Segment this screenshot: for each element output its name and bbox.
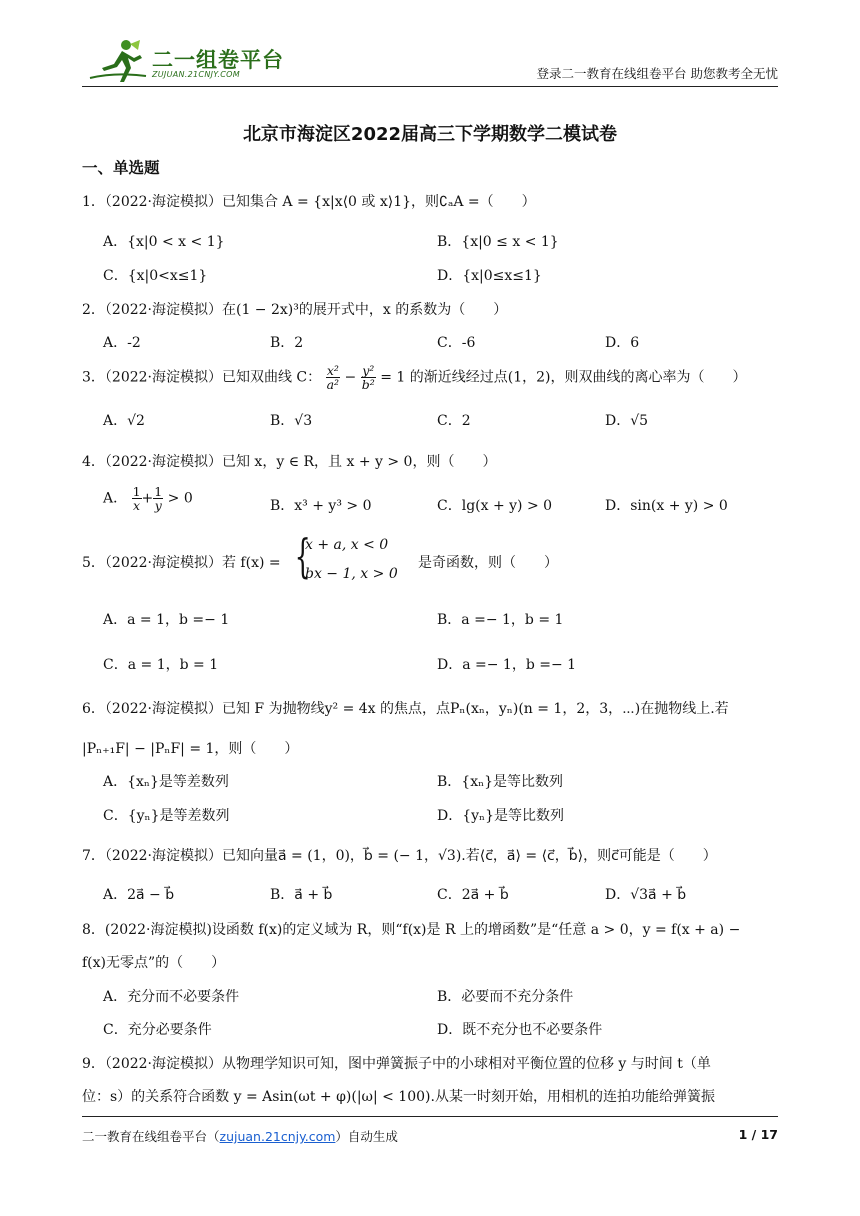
q5-option-b: B．a =− 1，b = 1 [437,612,564,628]
q6-option-c: C．{yₙ}是等差数列 [103,808,230,824]
footer-link[interactable]: zujuan.21cnjy.com [219,1129,336,1144]
question-3: 3．（2022·海淀模拟）已知双曲线 C： $\frac{\text{x²}}{\text{a²}}$ − $\frac{\text{y²}}{\text{b²}}$ = 1 的渐近线经过点(1，2)，则双曲线的离心率为（ ） [82,363,747,393]
question-1: 1．（2022·海淀模拟）已知集合 A = {x|x⟨0 或 x⟩1}，则∁ₐA =（ ） [82,194,536,210]
q8-option-b: B．必要而不充分条件 [437,989,574,1005]
header-slogan: 登录二一教育在线组卷平台 助您教考全无忧 [536,66,778,81]
q1-option-d: D．{x|0≤x≤1} [437,268,542,284]
q3-option-b: B．√3 [270,413,313,429]
q7-option-b: B．a⃗ + b⃗ [270,887,333,903]
q8-option-c: C．充分必要条件 [103,1022,212,1038]
q1-option-a: A．{x|0 < x < 1} [103,234,225,250]
q3-option-c: C．2 [437,413,471,429]
question-6-line-2: |Pₙ₊₁F| − |PₙF| = 1，则（ ） [82,741,299,757]
q5-option-d: D．a =− 1，b =− 1 [437,657,577,673]
q4-option-c: C．lg(x + y) > 0 [437,498,553,514]
q4-fraction-x: $\frac{1}{x}$ [132,484,141,514]
question-9-line-1: 9．（2022·海淀模拟）从物理学知识可知，图中弹簧振子中的小球相对平衡位置的位移 y 与时间 t（单 [82,1056,711,1072]
q3-fraction-y: $\frac{\text{y²}}{\text{b²}}$ [361,363,375,393]
q1-option-b: B．{x|0 ≤ x < 1} [437,234,559,250]
q6-option-b: B．{xₙ}是等比数列 [437,774,564,790]
q6-option-d: D．{yₙ}是等比数列 [437,808,565,824]
q3-fraction-x: $\frac{\text{x²}}{\text{a²}}$ [326,363,340,393]
question-2: 2．（2022·海淀模拟）在(1 − 2x)³的展开式中，x 的系数为（ ） [82,302,508,318]
q2-option-d: D．6 [605,335,640,351]
footer-source: 二一教育在线组卷平台（zujuan.21cnjy.com）自动生成 [82,1129,398,1144]
question-5-post: 是奇函数，则（ ） [418,555,558,571]
logo-subtext: ZUJUAN.21CNJY.COM [152,70,240,79]
q8-option-d: D．既不充分也不必要条件 [437,1022,603,1038]
q2-option-a: A．-2 [103,335,141,351]
q3-text-post: 的渐近线经过点(1，2)，则双曲线的离心率为（ ） [409,369,747,386]
q3-eq: = 1 [380,369,406,386]
page-title: 北京市海淀区2022届高三下学期数学二模试卷 [242,124,618,145]
header-divider [82,86,778,87]
page-number: 1 / 17 [738,1127,778,1142]
q3-text-pre: 3．（2022·海淀模拟）已知双曲线 C： [82,369,322,386]
q4-option-a: A． $\frac{1}{x}$ + $\frac{1}{y}$ > 0 [103,484,193,514]
q8-option-a: A．充分而不必要条件 [103,989,240,1005]
section-heading: 一、单选题 [82,159,160,177]
q2-option-b: B．2 [270,335,304,351]
q5-case-1: x + a, x < 0 [305,537,389,553]
q5-option-a: A．a = 1，b =− 1 [103,612,230,628]
q3-option-d: D．√5 [605,413,649,429]
q7-option-c: C．2a⃗ + b⃗ [437,887,509,903]
question-8-line-2: f(x)无零点”的（ ） [82,955,226,971]
logo-text: 二一组卷平台 [152,48,284,72]
question-4: 4．（2022·海淀模拟）已知 x，y ∈ R，且 x + y > 0，则（ ） [82,454,497,470]
footer-divider [82,1116,778,1117]
q7-option-d: D．√3a⃗ + b⃗ [605,887,687,903]
piecewise-brace: { [294,529,311,583]
q2-option-c: C．-6 [437,335,476,351]
q4-option-b: B．x³ + y³ > 0 [270,498,372,514]
question-9-line-2: 位：s）的关系符合函数 y = Asin(ωt + φ)(|ω| < 100).从某一时刻开始，用相机的连拍功能给弹簧振 [82,1089,715,1105]
q4-fraction-y: $\frac{1}{y}$ [154,484,163,514]
q7-option-a: A．2a⃗ − b⃗ [103,887,175,903]
q4-option-d: D．sin(x + y) > 0 [605,498,728,514]
question-7: 7．（2022·海淀模拟）已知向量a⃗ = (1，0)，b⃗ = (− 1，√3).若⟨c⃗，a⃗⟩ = ⟨c⃗，b⃗⟩，则c⃗可能是（ ） [82,848,717,864]
q1-option-c: C．{x|0<x≤1} [103,268,208,284]
q3-option-a: A．√2 [103,413,145,429]
q6-option-a: A．{xₙ}是等差数列 [103,774,229,790]
question-5-pre: 5．（2022·海淀模拟）若 f(x) = [82,555,281,571]
q5-case-2: bx − 1, x > 0 [305,566,398,582]
q5-option-c: C．a = 1，b = 1 [103,657,219,673]
question-8-line-1: 8．(2022·海淀模拟)设函数 f(x)的定义域为 R，则“f(x)是 R 上的增函数”是“任意 a > 0，y = f(x + a) − [82,922,741,938]
question-6-line-1: 6．（2022·海淀模拟）已知 F 为抛物线y² = 4x 的焦点，点Pₙ(xₙ，yₙ)(n = 1，2，3，⋯)在抛物线上.若 [82,701,729,717]
